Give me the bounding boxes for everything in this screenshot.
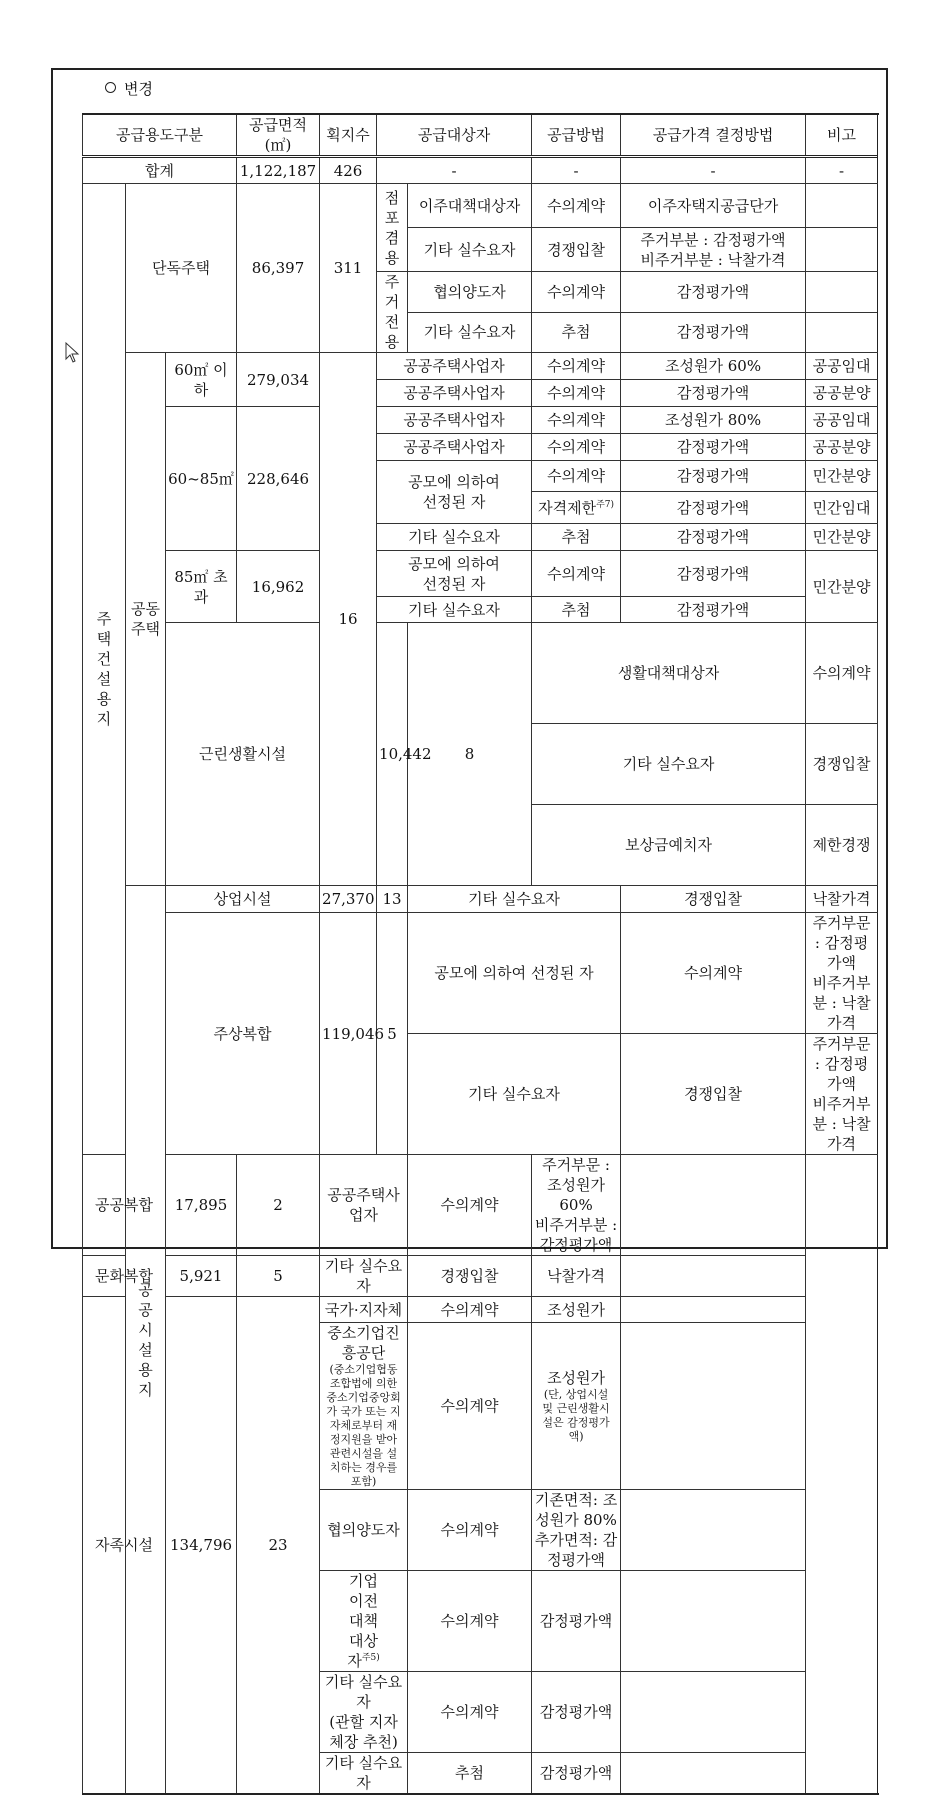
note-cell: 공공임대 xyxy=(806,353,878,380)
note-cell xyxy=(806,312,878,353)
size-60-85-label: 60~85㎡ xyxy=(166,407,237,551)
note-cell xyxy=(621,1753,806,1795)
target-cell: 기타 실수요자 xyxy=(532,724,806,805)
method-cell: 추첨 xyxy=(532,524,621,551)
culture-area: 5,921 xyxy=(166,1256,237,1297)
price-cell: 조성원가 (단, 상업시설 및 근린생활시설은 감정평가액) xyxy=(532,1323,621,1490)
header-use: 공급용도구분 xyxy=(83,114,237,157)
header-method: 공급방법 xyxy=(532,114,621,157)
note-cell: 공공분양 xyxy=(806,434,878,461)
header-lots: 획지수 xyxy=(320,114,377,157)
residential-only-label: 주거전용 xyxy=(377,272,408,353)
method-cell: 제한경쟁 xyxy=(806,805,878,886)
target-cell: 공공주택사업자 xyxy=(377,380,532,407)
public-mixed-label: 공공복합 xyxy=(83,1155,166,1256)
table-row xyxy=(83,184,878,228)
detached-area: 86,397 xyxy=(237,184,320,353)
note-cell: 민간임대 xyxy=(806,492,878,524)
method-cell: 수의계약 xyxy=(532,551,621,597)
note-cell xyxy=(621,1672,806,1753)
note-cell xyxy=(621,1297,806,1323)
method-cell: 추첨 xyxy=(532,597,621,623)
total-target: - xyxy=(377,157,532,184)
table-row xyxy=(83,407,878,434)
table-row xyxy=(83,1297,878,1323)
header-note: 비고 xyxy=(806,114,878,157)
price-cell: 감정평가액 xyxy=(621,597,806,623)
commercial-area: 27,370 xyxy=(320,886,377,913)
note-cell: 민간분양 xyxy=(806,524,878,551)
table-row xyxy=(83,623,878,724)
target-cell: 협의양도자 xyxy=(320,1490,408,1571)
method-cell: 수의계약 xyxy=(408,1155,532,1256)
self-support-label: 자족시설 xyxy=(83,1297,166,1795)
price-cell: 낙찰가격 xyxy=(806,886,878,913)
method-cell: 수의계약 xyxy=(408,1297,532,1323)
price-cell: 감정평가액 xyxy=(621,434,806,461)
target-cell: 기타 실수요자 xyxy=(408,312,532,353)
method-cell: 수의계약 xyxy=(806,623,878,724)
target-cell: 공공주택사업자 xyxy=(377,407,532,434)
price-cell: 감정평가액 xyxy=(621,461,806,492)
price-cell: 감정평가액 xyxy=(621,312,806,353)
target-cell: 기타 실수요자 (관할 지자체장 추천) xyxy=(320,1672,408,1753)
price-cell: 조성원가 80% xyxy=(621,407,806,434)
self-support-area: 134,796 xyxy=(166,1297,237,1795)
target-cell: 협의양도자 xyxy=(408,272,532,313)
header-price: 공급가격 결정방법 xyxy=(621,114,806,157)
price-cell: 감정평가액 xyxy=(621,272,806,313)
table-row xyxy=(83,886,878,913)
price-cell: 주거부문 : 감정평가액 비주거부분 : 낙찰가격 xyxy=(806,913,878,1034)
total-row xyxy=(83,157,878,184)
target-cell: 기업이전대책 대상자$^{주5)}$ xyxy=(320,1571,408,1672)
price-cell: 이주자택지공급단가 xyxy=(621,184,806,228)
method-cell: 수의계약 xyxy=(532,272,621,313)
detached-lots: 311 xyxy=(320,184,377,353)
culture-lots: 5 xyxy=(237,1256,320,1297)
total-method: - xyxy=(532,157,621,184)
size-85-area: 16,962 xyxy=(237,551,320,623)
size-60-85-area: 228,646 xyxy=(237,407,320,551)
target-cell: 기타 실수요자 xyxy=(320,1256,408,1297)
method-cell: 경쟁입찰 xyxy=(806,724,878,805)
target-cell: 기타 실수요자 xyxy=(377,524,532,551)
method-cell: 경쟁입찰 xyxy=(408,1256,532,1297)
method-cell: 수의계약 xyxy=(408,1571,532,1672)
method-cell: 수의계약 xyxy=(532,353,621,380)
total-lots: 426 xyxy=(320,157,377,184)
shop-combined-label: 점포겸용 xyxy=(377,184,408,272)
method-cell: 수의계약 xyxy=(408,1490,532,1571)
neighborhood-lots: 8 xyxy=(408,623,532,886)
method-cell: 수의계약 xyxy=(408,1323,532,1490)
total-price: - xyxy=(621,157,806,184)
note-cell xyxy=(621,1571,806,1672)
note-cell xyxy=(621,1155,806,1256)
price-cell: 감정평가액 xyxy=(621,524,806,551)
note-cell xyxy=(806,184,878,228)
note-cell xyxy=(806,272,878,313)
header-area: 공급면적 (㎡) xyxy=(237,114,320,157)
price-cell: 기존면적: 조성원가 80% 추가면적: 감정평가액 xyxy=(532,1490,621,1571)
method-cell: 경쟁입찰 xyxy=(532,228,621,272)
price-cell: 주거부문 : 조성원가 60% 비주거부분 : 감정평가액 xyxy=(532,1155,621,1256)
method-cell: 수의계약 xyxy=(621,913,806,1034)
method-cell: 수의계약 xyxy=(532,380,621,407)
mixed-label: 주상복합 xyxy=(166,913,320,1155)
mouse-cursor-icon xyxy=(65,342,81,364)
total-label: 합계 xyxy=(83,157,237,184)
target-cell: 공모에 의하여 선정된 자 xyxy=(377,551,532,597)
price-cell: 감정평가액 xyxy=(621,551,806,597)
note-cell xyxy=(806,228,878,272)
mixed-area: 119,046 xyxy=(320,913,377,1155)
size-60-label: 60㎡ 이하 xyxy=(166,353,237,407)
commercial-lots: 13 xyxy=(377,886,408,913)
method-cell: 자격제한$^{주7)}$ xyxy=(532,492,621,524)
target-cell: 기타 실수요자 xyxy=(408,228,532,272)
note-cell: 민간분양 xyxy=(806,551,878,623)
method-cell: 수의계약 xyxy=(532,407,621,434)
table-row xyxy=(83,551,878,597)
table-row xyxy=(83,1155,878,1256)
target-cell: 기타 실수요자 xyxy=(320,1753,408,1795)
target-cell: 기타 실수요자 xyxy=(408,1034,621,1155)
note-cell xyxy=(621,1256,806,1297)
commercial-label: 상업시설 xyxy=(166,886,320,913)
neighborhood-label: 근린생활시설 xyxy=(166,623,320,886)
target-cell: 공공주택사업자 xyxy=(320,1155,408,1256)
table-header-row xyxy=(83,114,878,157)
housing-group-label: 주택건설용지 xyxy=(83,184,126,1155)
price-cell: 감정평가액 xyxy=(532,1571,621,1672)
target-cell: 공공주택사업자 xyxy=(377,353,532,380)
target-cell: 기타 실수요자 xyxy=(408,886,621,913)
method-cell: 경쟁입찰 xyxy=(621,886,806,913)
table-row xyxy=(83,913,878,1034)
header-target: 공급대상자 xyxy=(377,114,532,157)
supply-table xyxy=(82,113,878,1795)
target-cell: 생활대책대상자 xyxy=(532,623,806,724)
self-support-lots: 23 xyxy=(237,1297,320,1795)
detached-label: 단독주택 xyxy=(126,184,237,353)
note-cell: 공공분양 xyxy=(806,380,878,407)
total-note: - xyxy=(806,157,878,184)
price-cell: 감정평가액 xyxy=(621,492,806,524)
apartment-label: 공동주택 xyxy=(126,353,166,886)
method-cell: 수의계약 xyxy=(532,461,621,492)
table-row xyxy=(83,353,878,380)
target-cell: 공공주택사업자 xyxy=(377,434,532,461)
price-cell: 낙찰가격 xyxy=(532,1256,621,1297)
price-cell: 조성원가 60% xyxy=(621,353,806,380)
method-cell: 추첨 xyxy=(408,1753,532,1795)
price-cell: 주거부분 : 감정평가액 비주거부분 : 낙찰가격 xyxy=(621,228,806,272)
target-cell: 이주대책대상자 xyxy=(408,184,532,228)
note-cell: 공공임대 xyxy=(806,407,878,434)
method-cell: 수의계약 xyxy=(408,1672,532,1753)
table-row xyxy=(83,1256,878,1297)
public-group-label: 공공시설용지 xyxy=(126,886,166,1795)
public-mixed-area: 17,895 xyxy=(166,1155,237,1256)
target-cell: 국가·지자체 xyxy=(320,1297,408,1323)
method-cell: 수의계약 xyxy=(532,434,621,461)
apartment-lots: 16 xyxy=(320,353,377,886)
note-cell xyxy=(621,1323,806,1490)
neighborhood-area: 10,442 xyxy=(377,623,408,886)
method-cell: 추첨 xyxy=(532,312,621,353)
target-cell: 기타 실수요자 xyxy=(377,597,532,623)
culture-label: 문화복합 xyxy=(83,1256,166,1297)
size-60-area: 279,034 xyxy=(237,353,320,407)
public-mixed-lots: 2 xyxy=(237,1155,320,1256)
size-85-label: 85㎡ 초과 xyxy=(166,551,237,623)
price-cell: 감정평가액 xyxy=(532,1753,621,1795)
price-cell: 감정평가액 xyxy=(621,380,806,407)
method-cell: 경쟁입찰 xyxy=(621,1034,806,1155)
note-cell xyxy=(621,1490,806,1571)
mixed-lots: 5 xyxy=(377,913,408,1155)
price-cell: 주거부문 : 감정평가액 비주거부분 : 낙찰가격 xyxy=(806,1034,878,1155)
target-cell: 보상금예치자 xyxy=(532,805,806,886)
section-heading: 변경 xyxy=(105,78,153,99)
method-cell: 수의계약 xyxy=(532,184,621,228)
circle-bullet-icon xyxy=(105,82,116,93)
price-cell: 감정평가액 xyxy=(532,1672,621,1753)
note-cell: 민간분양 xyxy=(806,461,878,492)
price-cell: 조성원가 xyxy=(532,1297,621,1323)
total-area: 1,122,187 xyxy=(237,157,320,184)
target-cell: 공모에 의하여 선정된 자 xyxy=(377,461,532,524)
target-cell: 공모에 의하여 선정된 자 xyxy=(408,913,621,1034)
target-cell: 중소기업진흥공단 (중소기업협동조합법에 의한 중소기업중앙회가 국가 또는 지자체로부터 재정지원을 받아 관련시설을 설치하는 경우를 포함) xyxy=(320,1323,408,1490)
